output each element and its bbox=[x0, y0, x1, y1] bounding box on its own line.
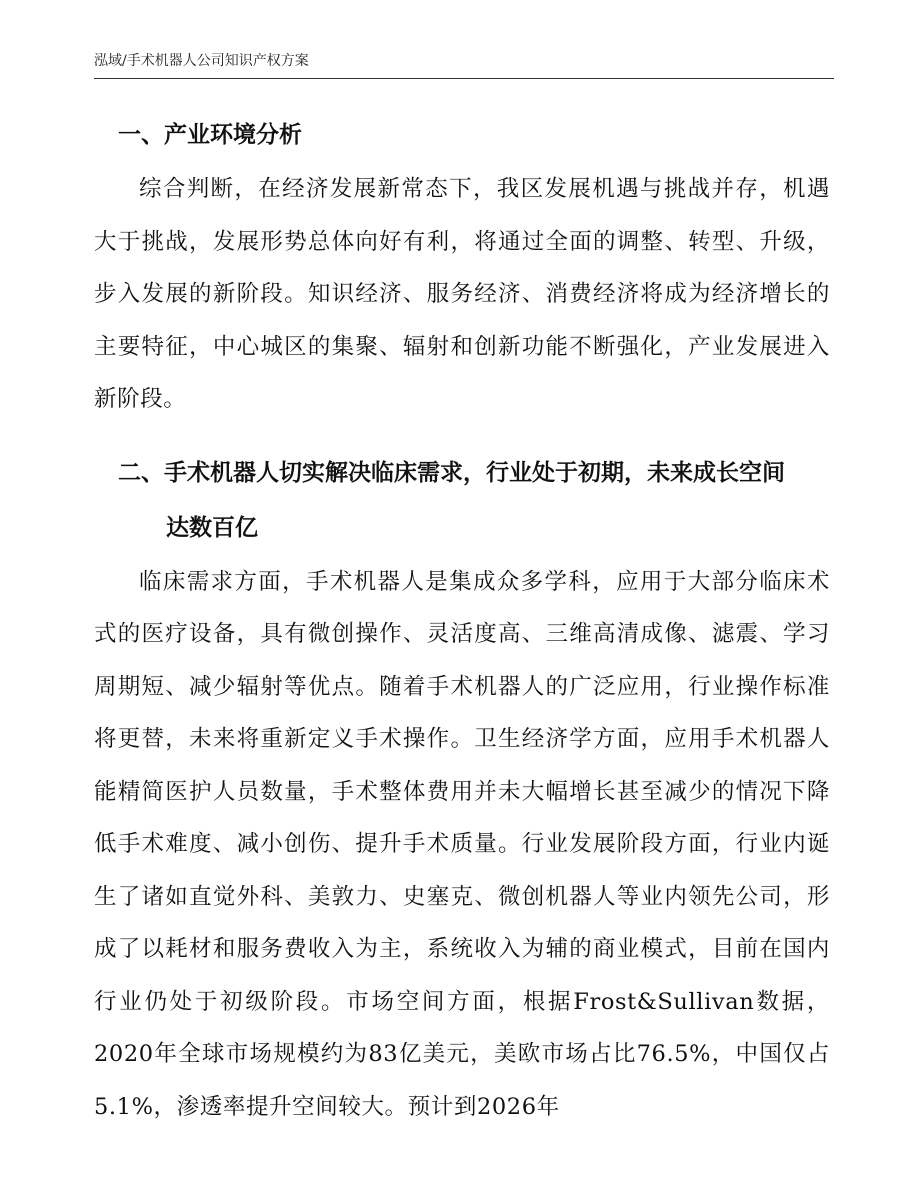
heading-line-1: 二、手术机器人切实解决临床需求，行业处于初期，未来成长空间 bbox=[118, 459, 785, 486]
section-spacer bbox=[94, 426, 830, 446]
section-heading-surgical-robots bbox=[94, 446, 830, 556]
heading-line-2: 达数百亿 bbox=[166, 514, 258, 541]
page-header: 泓域/手术机器人公司知识产权方案 bbox=[94, 50, 834, 79]
section-heading-industry-environment: 一、产业环境分析 bbox=[118, 122, 302, 148]
document-body bbox=[94, 108, 830, 1133]
section-paragraph-industry-environment: 综合判断，在经济发展新常态下，我区发展机遇与挑战并存，机遇大于挑战，发展形势总体向好有利，将通过全面的调整、转型、升级，步入发展的新阶段。知识经济、服务经济、消费经济将成为经济增长的主要特征，中心城区的集聚、辐射和创新功能不断强化，产业发展进入新阶段。 bbox=[94, 176, 830, 412]
section-paragraph-surgical-robots: 临床需求方面，手术机器人是集成众多学科，应用于大部分临床术式的医疗设备，具有微创操作、灵活度高、三维高清成像、滤震、学习周期短、减少辐射等优点。随着手术机器人的广泛应用，行业操作标准将更替，未来将重新定义手术操作。卫生经济学方面，应用手术机器人能精简医护人员数量，手术整体费用并未大幅增长甚至减少的情况下降低手术难度、减小创伤、提升手术质量。行业发展阶段方面，行业内诞生了诸如直觉外科、美敦力、史塞克、微创机器人等业内领先公司，形成了以耗材和服务费收入为主，系统收入为辅的商业模式，目前在国内行业仍处于初级阶段。市场空间方面，根据Frost&Sullivan数据，2020年全球市场规模约为83亿美元，美欧市场占比76.5%，中国仅占5.1%，渗透率提升空间较大。预计到2026年 bbox=[94, 568, 830, 1120]
